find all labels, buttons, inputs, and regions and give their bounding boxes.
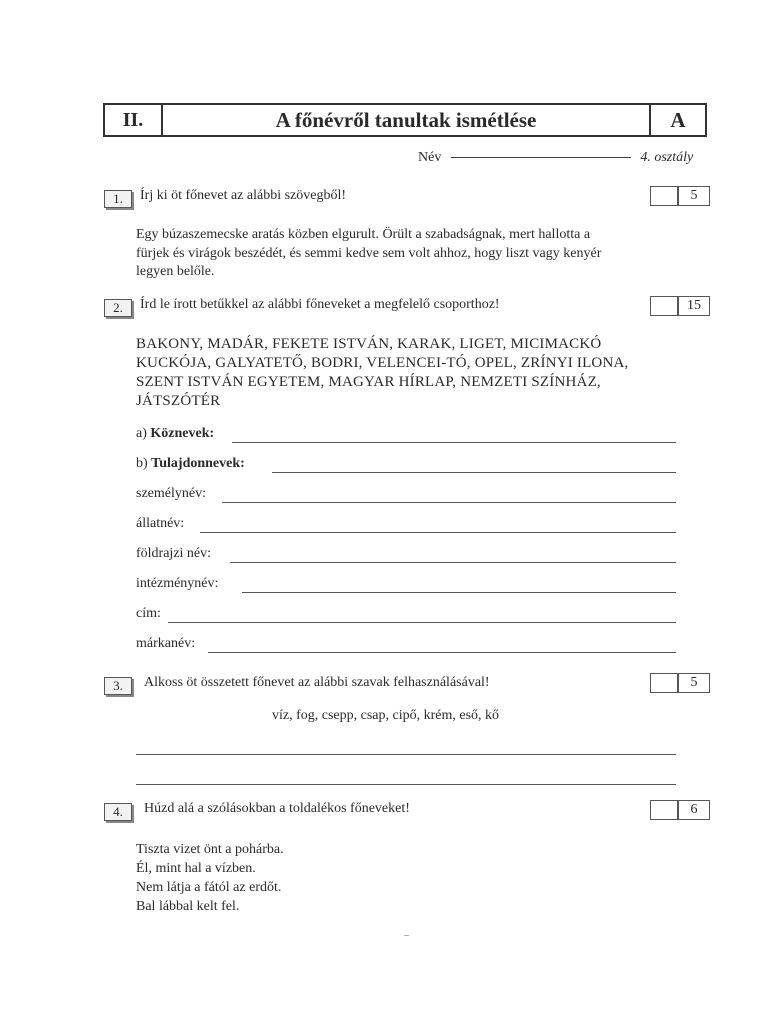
word-line: SZENT ISTVÁN EGYETEM, MAGYAR HÍRLAP, NEMZETI SZÍNHÁZ, — [136, 374, 601, 390]
category-label: állatnév: — [136, 516, 185, 531]
category-label: földrajzi név: — [136, 546, 212, 561]
saying-item[interactable]: Tiszta vizet önt a pohárba. — [136, 842, 284, 857]
score-points: 15 — [687, 298, 701, 313]
score-points: 5 — [690, 188, 698, 203]
row-prefix: b) — [136, 456, 148, 471]
score-box — [650, 800, 710, 820]
fill-row-tulajdonnevek — [136, 456, 676, 476]
category-label: személynév: — [136, 486, 206, 501]
text-line: fürjek és virágok beszédét, és semmi kedve sem volt ahhoz, hogy liszt vagy kenyér — [136, 245, 602, 261]
worksheet-header — [103, 103, 707, 137]
unit-number: II. — [105, 105, 163, 135]
fill-row-category — [136, 576, 676, 596]
score-points: 6 — [690, 802, 698, 817]
fill-row-category — [136, 636, 676, 656]
saying-item[interactable]: Nem látja a fától az erdőt. — [136, 880, 282, 895]
score-blank[interactable] — [651, 187, 679, 205]
fill-row-koznevek — [136, 426, 676, 446]
worksheet-title: A főnévről tanultak ismétlése — [163, 105, 651, 135]
row-prefix: a) — [136, 426, 147, 441]
answer-line[interactable] — [136, 754, 676, 755]
name-row — [418, 150, 693, 166]
score-blank[interactable] — [651, 801, 679, 819]
answer-line[interactable] — [168, 622, 676, 623]
score-box — [650, 186, 710, 206]
word-line: JÁTSZÓTÉR — [136, 393, 221, 409]
saying-item[interactable]: Bal lábbal kelt fel. — [136, 899, 240, 914]
grade-label: 4. osztály — [640, 150, 694, 165]
word-line: BAKONY, MADÁR, FEKETE ISTVÁN, KARAK, LIGET, MICIMACKÓ — [136, 336, 602, 352]
text-line: legyen belőle. — [136, 264, 215, 279]
score-box — [650, 296, 710, 316]
name-label: Név — [418, 150, 442, 165]
answer-line[interactable] — [272, 472, 676, 473]
category-label: intézménynév: — [136, 576, 219, 591]
score-blank[interactable] — [651, 674, 679, 692]
answer-line[interactable] — [230, 562, 676, 563]
category-label: cím: — [136, 606, 161, 621]
task2-word-list — [136, 335, 628, 411]
answer-line[interactable] — [200, 532, 676, 533]
saying-item[interactable]: Él, mint hal a vízben. — [136, 861, 256, 876]
sayings-list — [136, 840, 284, 916]
answer-line[interactable] — [222, 502, 676, 503]
task-instruction: Írd le írott betűkkel az alábbi főneveket a megfelelő csoporthoz! — [140, 297, 500, 312]
task-number: 3. — [104, 677, 132, 695]
answer-line[interactable] — [136, 784, 676, 785]
fill-row-category — [136, 516, 676, 536]
word-line: KUCKÓJA, GALYATETŐ, BODRI, VELENCEI-TÓ, OPEL, ZRÍNYI ILONA, — [136, 355, 629, 371]
answer-line[interactable] — [232, 442, 676, 443]
task-number: 1. — [104, 190, 132, 208]
fill-row-category — [136, 606, 676, 626]
text-line: Egy búzaszemecske aratás közben elgurult. Örült a szabadságnak, mert hallotta a — [136, 227, 591, 242]
fill-row-category — [136, 486, 676, 506]
word-bank: víz, fog, csepp, csap, cipő, krém, eső, kő — [272, 708, 500, 723]
fill-row-category — [136, 546, 676, 566]
page-mark: – — [404, 930, 409, 941]
answer-line[interactable] — [208, 652, 676, 653]
variant-label: A — [670, 107, 686, 132]
row-label: Tulajdonnevek: — [151, 456, 245, 471]
name-field[interactable] — [451, 157, 631, 158]
task-number: 4. — [104, 803, 132, 821]
row-label: Köznevek: — [150, 426, 215, 441]
score-points: 5 — [690, 675, 698, 690]
task-instruction: Alkoss öt összetett főnevet az alábbi szavak felhasználásával! — [144, 675, 490, 690]
score-box — [650, 673, 710, 693]
task-number: 2. — [104, 299, 132, 317]
task1-text — [136, 226, 601, 282]
task-instruction: Húzd alá a szólásokban a toldalékos főneveket! — [144, 801, 410, 816]
score-blank[interactable] — [651, 297, 679, 315]
category-label: márkanév: — [136, 636, 196, 651]
answer-line[interactable] — [242, 592, 676, 593]
task-instruction: Írj ki öt főnevet az alábbi szövegből! — [140, 188, 347, 203]
